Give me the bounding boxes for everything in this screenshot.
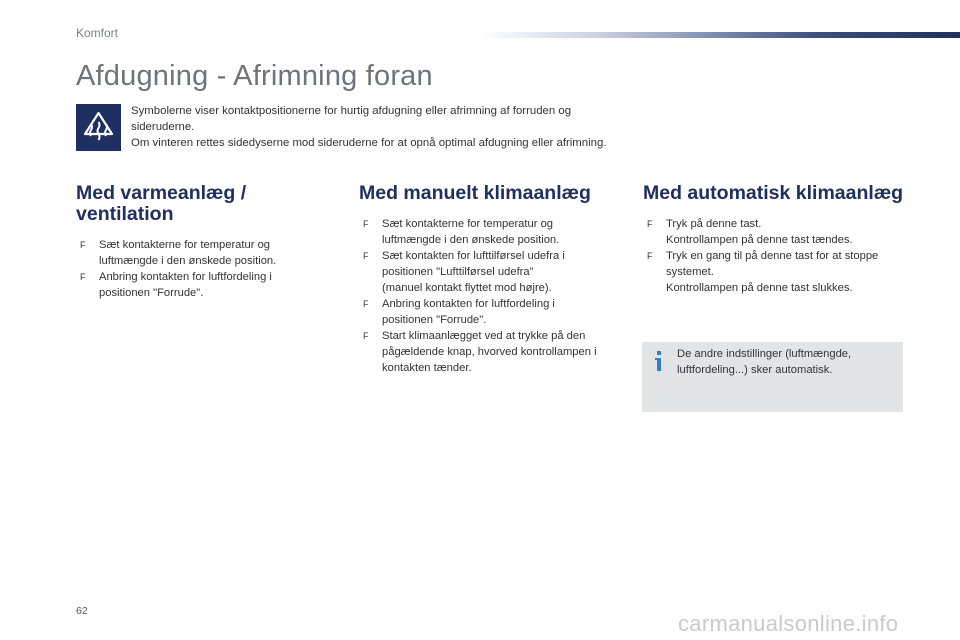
list-item [359,216,624,248]
intro-text [131,103,621,151]
list-line: positionen "Forrude". [99,287,204,299]
arrow-bullet-icon: F [363,331,369,341]
arrow-bullet-icon: F [363,219,369,229]
info-line: luftfordeling...) sker automatisk. [677,364,833,376]
instruction-list [643,216,908,296]
arrow-bullet-icon: F [80,240,86,250]
instruction-list [76,237,321,301]
info-line: De andre indstillinger (luftmængde, [677,348,852,360]
column-automatic-ac [643,183,908,296]
list-line: Anbring kontakten for luftfordeling i [99,271,272,283]
column-manual-ac [359,183,624,376]
list-item [76,237,321,269]
arrow-bullet-icon: F [647,219,653,229]
page-title: Afdugning - Afrimning foran [76,60,433,92]
watermark: carmanualsonline.info [678,611,899,636]
list-line: positionen "Lufttilførsel udefra" [382,266,534,278]
page-number: 62 [76,605,88,617]
list-line: Sæt kontakterne for temperatur og [99,239,271,251]
list-line: Kontrollampen på denne tast slukkes. [666,282,853,294]
column-title-line: ventilation [76,203,174,225]
list-line: Anbring kontakten for luftfordeling i [382,298,555,310]
list-line: Kontrollampen på denne tast tændes. [666,234,853,246]
list-line: Tryk på denne tast. [666,218,762,230]
info-box [642,342,903,412]
intro-line: Om vinteren rettes sidedyserne mod sideruderne for at opnå optimal afdugning eller afrimning. [131,137,607,149]
column-title: Med manuelt klimaanlæg [359,182,591,204]
arrow-bullet-icon: F [363,299,369,309]
list-line: Sæt kontakten for lufttilførsel udefra i [382,250,565,262]
list-line: kontakten tænder. [382,362,472,374]
list-line: systemet. [666,266,714,278]
list-item [359,296,624,328]
windshield-defrost-icon [76,104,121,151]
header-bar [478,32,960,38]
column-heating-ventilation [76,183,321,301]
list-item [643,216,908,248]
list-item [643,248,908,296]
info-icon [652,350,666,372]
intro-line: Symbolerne viser kontaktpositionerne for hurtig afdugning eller afrimning af forruden og sideruderne. [131,105,572,133]
arrow-bullet-icon: F [80,272,86,282]
list-line: Tryk en gang til på denne tast for at stoppe [666,250,879,262]
column-title [76,183,321,225]
list-item [359,328,624,376]
section-label: Komfort [76,26,119,40]
list-line: luftmængde i den ønskede position. [99,255,277,267]
arrow-bullet-icon: F [363,251,369,261]
list-line: pågældende knap, hvorved kontrollampen i [382,346,597,358]
list-line: luftmængde i den ønskede position. [382,234,560,246]
column-title: Med automatisk klimaanlæg [643,182,904,204]
arrow-bullet-icon: F [647,251,653,261]
list-item [359,248,624,296]
list-line: positionen "Forrude". [382,314,487,326]
list-item [76,269,321,301]
info-text [677,346,892,378]
instruction-list [359,216,624,376]
column-title-line: Med varmeanlæg / [76,182,247,204]
list-line: (manuel kontakt flyttet mod højre). [382,282,552,294]
list-line: Sæt kontakterne for temperatur og [382,218,554,230]
list-line: Start klimaanlægget ved at trykke på den [382,330,586,342]
